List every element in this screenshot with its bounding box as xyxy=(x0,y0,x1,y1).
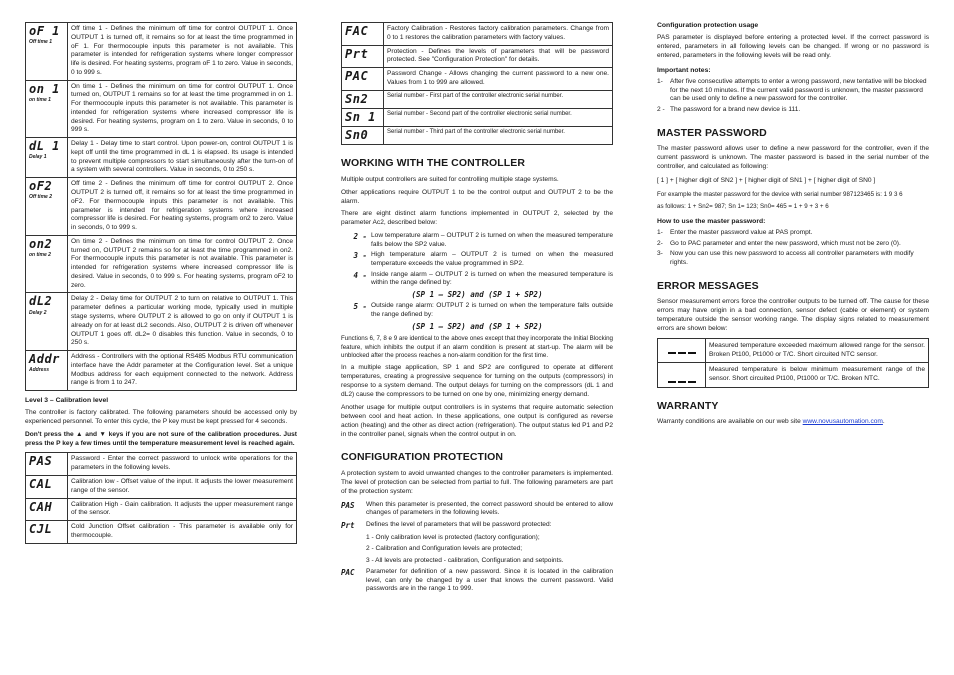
table-row xyxy=(26,453,297,476)
list-item: 2- Go to PAC parameter and enter the new password, which must not be zero (0). xyxy=(657,239,901,247)
list-item: 2 - The password for a brand new device is 111. xyxy=(657,106,801,114)
parameter-name: Address xyxy=(29,367,50,374)
master-example-detail: as follows: 1 + Sn2= 987; Sn 1= 123; Sn0= 465 = 1 + 9 + 3 + 6 xyxy=(657,203,829,211)
list-item: 3 - High temperature alarm – OUTPUT 2 is turned on when the measured temperature exceeds the value programmed in SP2. xyxy=(353,251,613,267)
table-row xyxy=(26,235,297,293)
level3-heading: Level 3 – Calibration level xyxy=(25,397,109,405)
cp-usage-paragraph: PAS parameter is displayed before entering a protected level. If the correct password is entered, parameters in all following levels can be changed. If wrong or no password is entered, parameters in the following levels will be read only. xyxy=(657,33,929,59)
parameter-description: Protection - Defines the levels of parameters that will be password protected. See "Configuration Protection" for details. xyxy=(384,45,613,68)
list-item: 5 - Outside range alarm: OUTPUT 2 is turned on when the temperature falls outside the range defined by: xyxy=(353,302,613,318)
table-row xyxy=(26,476,297,499)
parameter-code: on2 xyxy=(29,236,53,251)
error-messages-paragraph: Sensor measurement errors force the controller outputs to be turned off. The cause for these errors may have origin in a bad connection, sensor defect (cable or element) or system temperature outside the sensor working range. The display signs related to measurement errors are shown below: xyxy=(657,298,929,332)
parameter-description: Delay 2 - Delay time for OUTPUT 2 to turn on relative to OUTPUT 1. This parameter defines a particular working mode, typically used in multiple stage systems, where OUTPUT 2 is allowed to go on only if OUTPUT 1 is already on for at least dL2 seconds. Also, OUTPUT 2 is driven off whenever OUTPUT 1 goes off. dL2= 0 disables this function. Value in seconds, 0 to 250 s. xyxy=(68,293,297,351)
parameter-description: Factory Calibration - Restores factory calibration parameters. Change from 0 to 1 restores the calibration parameters with factory values. xyxy=(384,23,613,46)
master-password-paragraph: The master password allows user to define a new password for the controller, even if the current password is unknown. The master password is based in the serial number of the controller, and calculated as following: xyxy=(657,145,929,170)
warranty-paragraph: Warranty conditions are available on our web site www.novusautomation.com. xyxy=(657,418,885,426)
parameter-code: Prt xyxy=(345,46,369,61)
list-item: 1- Enter the master password value at PAS prompt. xyxy=(657,229,813,237)
parameter-code: on 1 xyxy=(29,81,60,96)
parameter-code: FAC xyxy=(345,24,369,38)
master-example: For example the master password for the device with serial number 987123465 is: 1 9 3 6 xyxy=(657,190,903,198)
parameter-name: Off time 1 xyxy=(29,39,52,46)
howto-list xyxy=(657,229,929,267)
parameter-name: Off time 2 xyxy=(29,194,52,201)
parameter-name: on time 2 xyxy=(29,252,51,259)
config-protection-paragraph: A protection system to avoid unwanted changes to the controller parameters is implemented. The level of protection can be selected from partial to full. The following parameters are part of the protection system: xyxy=(341,470,613,495)
error-display-top-dashes-icon xyxy=(658,338,706,363)
parameter-code: dL2 xyxy=(29,294,53,309)
column-middle xyxy=(341,22,613,597)
master-password-heading: MASTER PASSWORD xyxy=(657,126,767,139)
parameter-description: Serial number - Third part of the controller electronic serial number. xyxy=(384,126,613,144)
table-row xyxy=(26,23,297,81)
table-row xyxy=(26,498,297,521)
parameter-table-factory xyxy=(341,22,613,145)
parameter-code: PAS xyxy=(29,454,53,469)
parameter-table-config xyxy=(25,22,297,391)
error-messages-heading: ERROR MESSAGES xyxy=(657,279,759,292)
parameter-code: PAC xyxy=(345,69,369,84)
config-protection-heading: CONFIGURATION PROTECTION xyxy=(341,451,504,464)
protection-levels xyxy=(366,534,613,566)
table-row xyxy=(26,293,297,351)
alarm-formula: (SP 1 – SP2) and (SP 1 + SP2) xyxy=(411,321,543,331)
table-row xyxy=(26,178,297,236)
parameter-description: Calibration High - Gain calibration. It adjusts the upper measurement range of the sensor. xyxy=(68,498,297,521)
parameter-code: Sn2 xyxy=(345,91,369,106)
parameter-name: Delay 2 xyxy=(29,309,47,316)
master-formula: [ 1 ] + [ higher digit of SN2 ] + [ higher digit of SN1 ] + [ higher digit of SN0 ] xyxy=(657,176,876,184)
parameter-description: Serial number - Second part of the controller electronic serial number. xyxy=(384,108,613,126)
parameter-description: Password Change - Allows changing the current password to a new one. Values from 1 to 999 are allowed. xyxy=(384,68,613,91)
parameter-table-calibration xyxy=(25,452,297,543)
parameter-description: Cold Junction Offset calibration - This parameter is available only for thermocouple. xyxy=(68,521,297,544)
list-item: 3- Now you can use this new password to access all controller parameters with modify rights. xyxy=(657,250,914,267)
parameter-code: Addr xyxy=(29,352,60,367)
parameter-code: Sn0 xyxy=(345,127,369,142)
table-row xyxy=(26,80,297,138)
table-row xyxy=(342,23,613,46)
table-row xyxy=(342,45,613,68)
cp-usage-heading: Configuration protection usage xyxy=(657,22,759,29)
parameter-description: Off time 1 - Defines the minimum off time for control OUTPUT 1. Once OUTPUT 1 is turned off, it remains so for at least the time programmed in oF 1. For thermocouple inputs this parameter is not available. This parameter is intended for refrigeration systems where longer compressor life is desired. For heating systems, program oF 1 to zero. Value in seconds, 0 to 999 s. xyxy=(68,23,297,81)
list-item: Prt Defines the level of parameters that will be password protected: xyxy=(341,520,552,530)
multistage-paragraph: In a multiple stage application, SP 1 and SP2 are configured to operate at different temperatures, creating a progressive sequence for turning on the outputs (compressors) in response to a system demand. The output delays for turning on the compressors (dL 1 and dL2) cause the compressors to be turned on one by one, minimizing energy demand. xyxy=(341,364,613,398)
functions-paragraph: Functions 6, 7, 8 e 9 are identical to the above ones except that they incorporate the Initial Blocking feature, which inhibits the output if an alarm condition is present at start-up. The alarm will be unblocked after the process reaches a non-alarm condition for the first time. xyxy=(341,335,613,359)
alarm-formula: (SP 1 – SP2) and (SP 1 + SP2) xyxy=(411,289,543,299)
list-item: 2 - Low temperature alarm – OUTPUT 2 is turned on when the measured temperature falls below the SP2 value. xyxy=(353,232,613,248)
table-row xyxy=(26,521,297,544)
column-right xyxy=(657,22,929,431)
parameter-name: Delay 1 xyxy=(29,154,47,161)
parameter-description: Password - Enter the correct password to unlock write operations for the parameters in the following levels. xyxy=(68,453,297,476)
working-heading: WORKING WITH THE CONTROLLER xyxy=(341,157,526,170)
parameter-code: Sn 1 xyxy=(345,109,376,124)
list-item: 1 - Only calibration level is protected (factory configuration); xyxy=(366,533,540,541)
notes-heading: Important notes: xyxy=(657,66,711,74)
table-row xyxy=(658,363,929,388)
table-row xyxy=(342,68,613,91)
working-paragraph: There are eight distinct alarm functions implemented in OUTPUT 2, selected by the parameter Ac2, described below: xyxy=(341,210,613,227)
parameter-code: oF 1 xyxy=(29,24,60,38)
alarm-list xyxy=(341,232,613,331)
level3-warning: Don't press the ▲ and ▼ keys if you are not sure of the calibration procedures. Just press the P key a few times until the temperature measurement level is reached again. xyxy=(25,430,297,447)
list-item: PAS When this parameter is presented, the correct password should be entered to allow changes of parameters in the following levels. xyxy=(341,500,613,517)
parameter-code: CAL xyxy=(29,477,53,492)
parameter-description: Calibration low - Offset value of the input. It adjusts the lower measurement range of the sensor. xyxy=(68,476,297,499)
error-table xyxy=(657,338,929,388)
column-left xyxy=(25,22,297,544)
parameter-code: oF2 xyxy=(29,179,53,194)
error-description: Measured temperature is below minimum measurement range of the sensor. Short circuited Pt100, Pt1000 or T/C. Broken NTC. xyxy=(706,363,929,388)
parameter-description: On time 2 - Defines the minimum on time for control OUTPUT 2. Once turned on, OUTPUT 2 remains so for at least the time programmed in on2. For thermocouple inputs this parameter is not available. This parameter is intended for refrigeration systems where increased compressor life is desired. Value in seconds, 0 to 999 s. For heating systems, program oF2 to zero. xyxy=(68,235,297,293)
list-item: 2 - Calibration and Configuration levels are protected; xyxy=(366,545,523,553)
parameter-description: Serial number - First part of the controller electronic serial number. xyxy=(384,90,613,108)
error-description: Measured temperature exceeded maximum allowed range for the sensor. Broken Pt100, Pt1000 or T/C. Short circuited NTC sensor. xyxy=(706,338,929,363)
table-row xyxy=(658,338,929,363)
list-item: PAC Parameter for definition of a new password. Since it is located in the calibration level, can only be changed by a user that knows the current password. Valid passwords are in the range 1 to 999. xyxy=(341,568,613,593)
parameter-description: Address - Controllers with the optional RS485 Modbus RTU communication interface have the Addr parameter at the Configuration level. Set a unique Modbus address for each equipment connected to the network. Address range is from 1 to 247. xyxy=(68,351,297,391)
error-display-bottom-dashes-icon xyxy=(658,363,706,388)
table-row xyxy=(342,126,613,144)
parameter-description: On time 1 - Defines the minimum on time for control OUTPUT 1. Once turned on, OUTPUT 1 remains so for at least the time programmed in on 1. For thermocouple inputs this parameter is not available. This parameter is intended for refrigeration systems where increased compressor life is desired. For heating systems, program on 1 to zero. Value in seconds, 0 to 999 s. xyxy=(68,80,297,138)
parameter-code: CJL xyxy=(29,522,53,537)
notes-list xyxy=(657,78,929,114)
parameter-code: dL 1 xyxy=(29,139,60,154)
working-paragraph: Multiple output controllers are suited for controlling multiple stage systems. xyxy=(341,175,559,183)
table-row xyxy=(342,108,613,126)
table-row xyxy=(342,90,613,108)
another-usage-paragraph: Another usage for multiple output controllers is in systems that require automatic selection between cool and heat action. In these applications, one output is configured as reverse action (heating) and the other as direct action (refrigeration). The output status led P1 and P2 in the controller panel, signals when the control output in on. xyxy=(341,403,613,438)
list-item: 1- After five consecutive attempts to enter a wrong password, new tentative will be blocked for the next 10 minutes. If the current valid password is unknown, the master password can be used only to define a new password for the controller. xyxy=(657,78,927,103)
list-item: 3 - All levels are protected - calibration, Configuration and setpoints. xyxy=(366,556,564,564)
parameter-name: on time 1 xyxy=(29,96,51,103)
level3-paragraph: The controller is factory calibrated. The following parameters should be accessed only by experienced personnel. To enter this cycle, the P key must be kept pressed for 4 seconds. xyxy=(25,408,297,425)
parameter-code: CAH xyxy=(29,499,53,514)
parameter-description: Delay 1 - Delay time to start control. Upon power-on, control OUTPUT 1 is kept off until the time programmed in dL 1 is elapsed. Its usage is intended to prevent multiple compressors to start simultaneously after the turn-on of a system with several controllers. Value in seconds, 0 to 250 s. xyxy=(68,138,297,178)
website-link[interactable]: www.novusautomation.com xyxy=(802,418,883,426)
warranty-heading: WARRANTY xyxy=(657,399,719,412)
parameter-description: Off time 2 - Defines the minimum off time for control OUTPUT 2. Once OUTPUT 2 is turned off, it remains so for at least the time programmed in oF2. For thermocouple inputs this parameter is not available. This parameter is intended for refrigeration systems where increased compressor life is desired. For heating systems, program on2 to zero. Value in seconds, 0 to 999 s. xyxy=(68,178,297,236)
working-paragraph: Other applications require OUTPUT 1 to be the control output and OUTPUT 2 to be the alarm. xyxy=(341,188,613,205)
list-item: 4 - Inside range alarm – OUTPUT 2 is turned on when the measured temperature is within the range defined by: xyxy=(353,270,613,287)
howto-heading: How to use the master password: xyxy=(657,217,766,225)
table-row xyxy=(26,138,297,178)
table-row xyxy=(26,351,297,391)
